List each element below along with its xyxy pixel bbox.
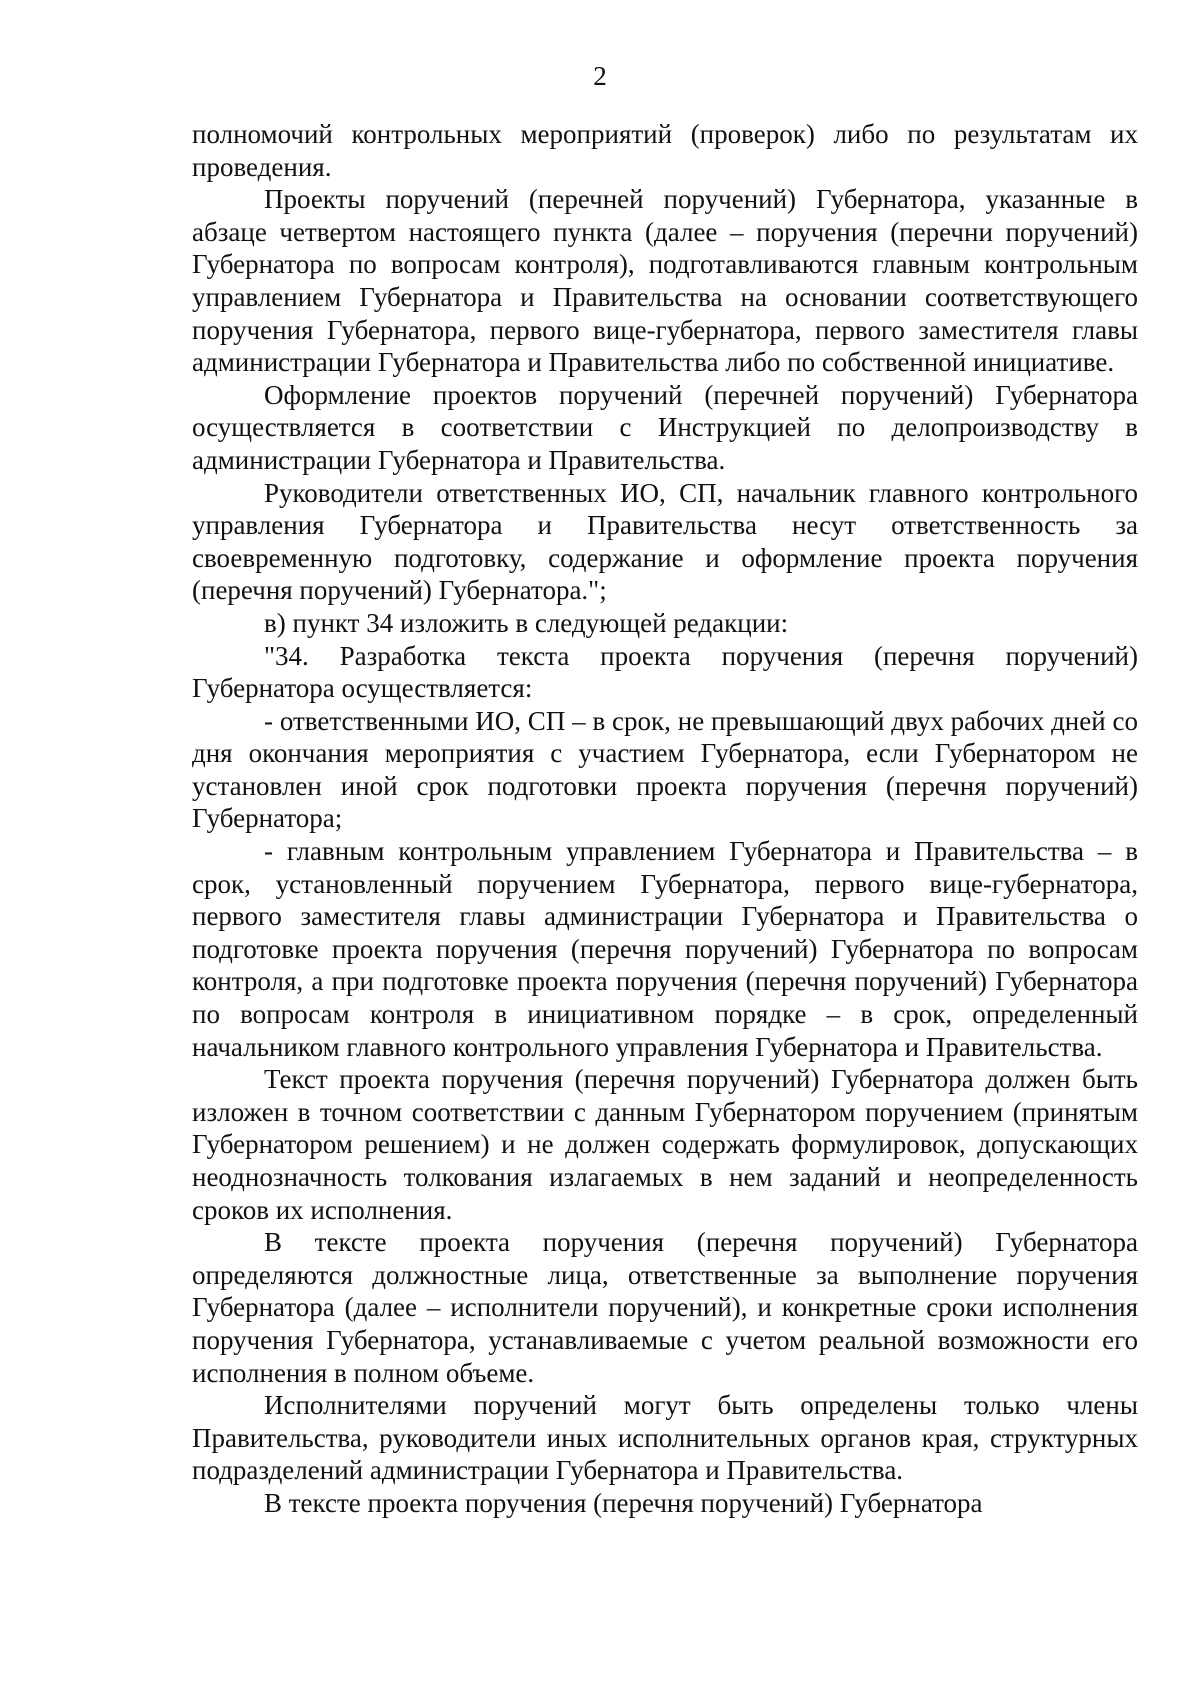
paragraph-draft-instructions: Проекты поручений (перечней поручений) Губернатора, указанные в абзаце четвертом настоящего пункта (далее – поручения (перечни поручений) Губернатора по вопросам контроля), подготавливаются главным контрольным управлением Губернатора и Правительства на основании соответствующего поручения Губернатора, первого вице-губернатора, первого заместителя главы администрации Губернатора и Правительства либо по собственной инициативе. — [192, 184, 1138, 378]
paragraph-continuation: полномочий контрольных мероприятий (проверок) либо по результатам их проведения. — [192, 119, 1138, 182]
paragraph-final-partial: В тексте проекта поручения (перечня поручений) Губернатора — [264, 1487, 983, 1518]
paragraph-executors-deadlines: В тексте проекта поручения (перечня поручений) Губернатора определяются должностные лица, ответственные за выполнение поручения Губернатора (далее – исполнители поручений), и конкретные сроки исполнения поручения Губернатора, устанавливаемые с учетом реальной возможности его исполнения в полном объеме. — [192, 1227, 1138, 1388]
paragraph-formatting: Оформление проектов поручений (перечней поручений) Губернатора осуществляется в соответствии с Инструкцией по делопроизводству в администрации Губернатора и Правительства. — [192, 379, 1138, 475]
paragraph-list-item-io-sp: - ответственными ИО, СП – в срок, не превышающий двух рабочих дней со дня окончания мероприятия с участием Губернатора, если Губернатором не установлен иной срок подготовки проекта поручения (перечня поручений) Губернатора; — [192, 705, 1138, 834]
paragraph-point-34-heading: в) пункт 34 изложить в следующей редакции: — [264, 607, 789, 638]
paragraph-executors-list: Исполнителями поручений могут быть определены только члены Правительства, руководители иных исполнительных органов края, структурных подразделений администрации Губернатора и Правительства. — [192, 1390, 1138, 1486]
page-number: 2 — [593, 61, 607, 91]
paragraph-point-34: "34. Разработка текста проекта поручения (перечня поручений) Губернатора осуществляется: — [192, 640, 1138, 704]
paragraph-list-item-control-department: - главным контрольным управлением Губернатора и Правительства – в срок, установленный поручением Губернатора, первого вице-губернатора, первого заместителя главы администрации Губернатора и Правительства о подготовке проекта поручения (перечня поручений) Губернатора по вопросам контроля, а при подготовке проекта поручения (перечня поручений) Губернатора по вопросам контроля в инициативном порядке – в срок, определенный начальником главного контрольного управления Губернатора и Правительства. — [192, 836, 1138, 1062]
paragraph-text-requirements: Текст проекта поручения (перечня поручений) Губернатора должен быть изложен в точном соответствии с данным Губернатором поручением (принятым Губернатором решением) и не должен содержать формулировок, допускающих неоднозначность толкования излагаемых в нем заданий и неопределенность сроков их исполнения. — [192, 1064, 1138, 1225]
document-body — [192, 118, 1138, 1520]
paragraph-responsibility: Руководители ответственных ИО, СП, начальник главного контрольного управления Губернатора и Правительства несут ответственность за своевременную подготовку, содержание и оформление проекта поручения (перечня поручений) Губернатора."; — [192, 477, 1138, 606]
